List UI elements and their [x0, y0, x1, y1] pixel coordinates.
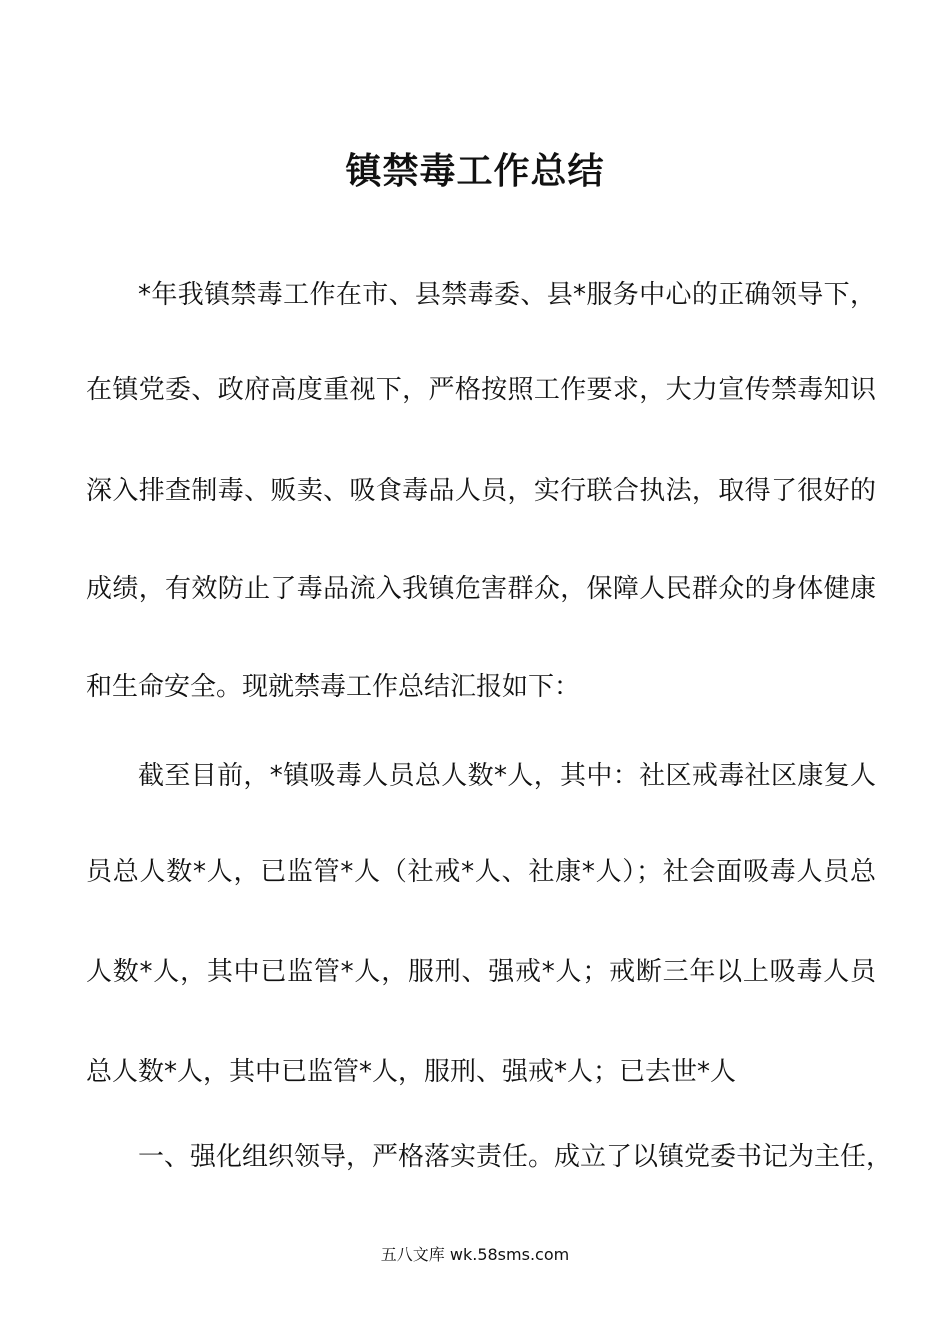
paragraph-line: *年我镇禁毒工作在市、县禁毒委、县*服务中心的正确领导下， — [138, 280, 876, 310]
paragraph-line: 截至目前，*镇吸毒人员总人数*人，其中：社区戒毒社区康复人 — [138, 761, 876, 791]
footer-watermark: 五八文库 wk.58sms.com — [380, 1245, 570, 1264]
paragraph-line: 总人数*人，其中已监管*人，服刑、强戒*人；已去世*人 — [86, 1057, 737, 1087]
paragraph-line: 和生命安全。现就禁毒工作总结汇报如下： — [86, 672, 581, 702]
paragraph-line: 人数*人，其中已监管*人，服刑、强戒*人；戒断三年以上吸毒人员 — [86, 957, 876, 987]
paragraph-line: 成绩，有效防止了毒品流入我镇危害群众，保障人民群众的身体健康 — [86, 574, 876, 604]
paragraph-line: 一、强化组织领导，严格落实责任。成立了以镇党委书记为主任， — [138, 1142, 893, 1172]
paragraph-line: 在镇党委、政府高度重视下，严格按照工作要求，大力宣传禁毒知识 — [86, 375, 876, 405]
paragraph-line: 员总人数*人，已监管*人（社戒*人、社康*人）；社会面吸毒人员总 — [86, 857, 876, 887]
paragraph-line: 深入排查制毒、贩卖、吸食毒品人员，实行联合执法，取得了很好的 — [86, 476, 876, 506]
document-title: 镇禁毒工作总结 — [345, 151, 605, 192]
